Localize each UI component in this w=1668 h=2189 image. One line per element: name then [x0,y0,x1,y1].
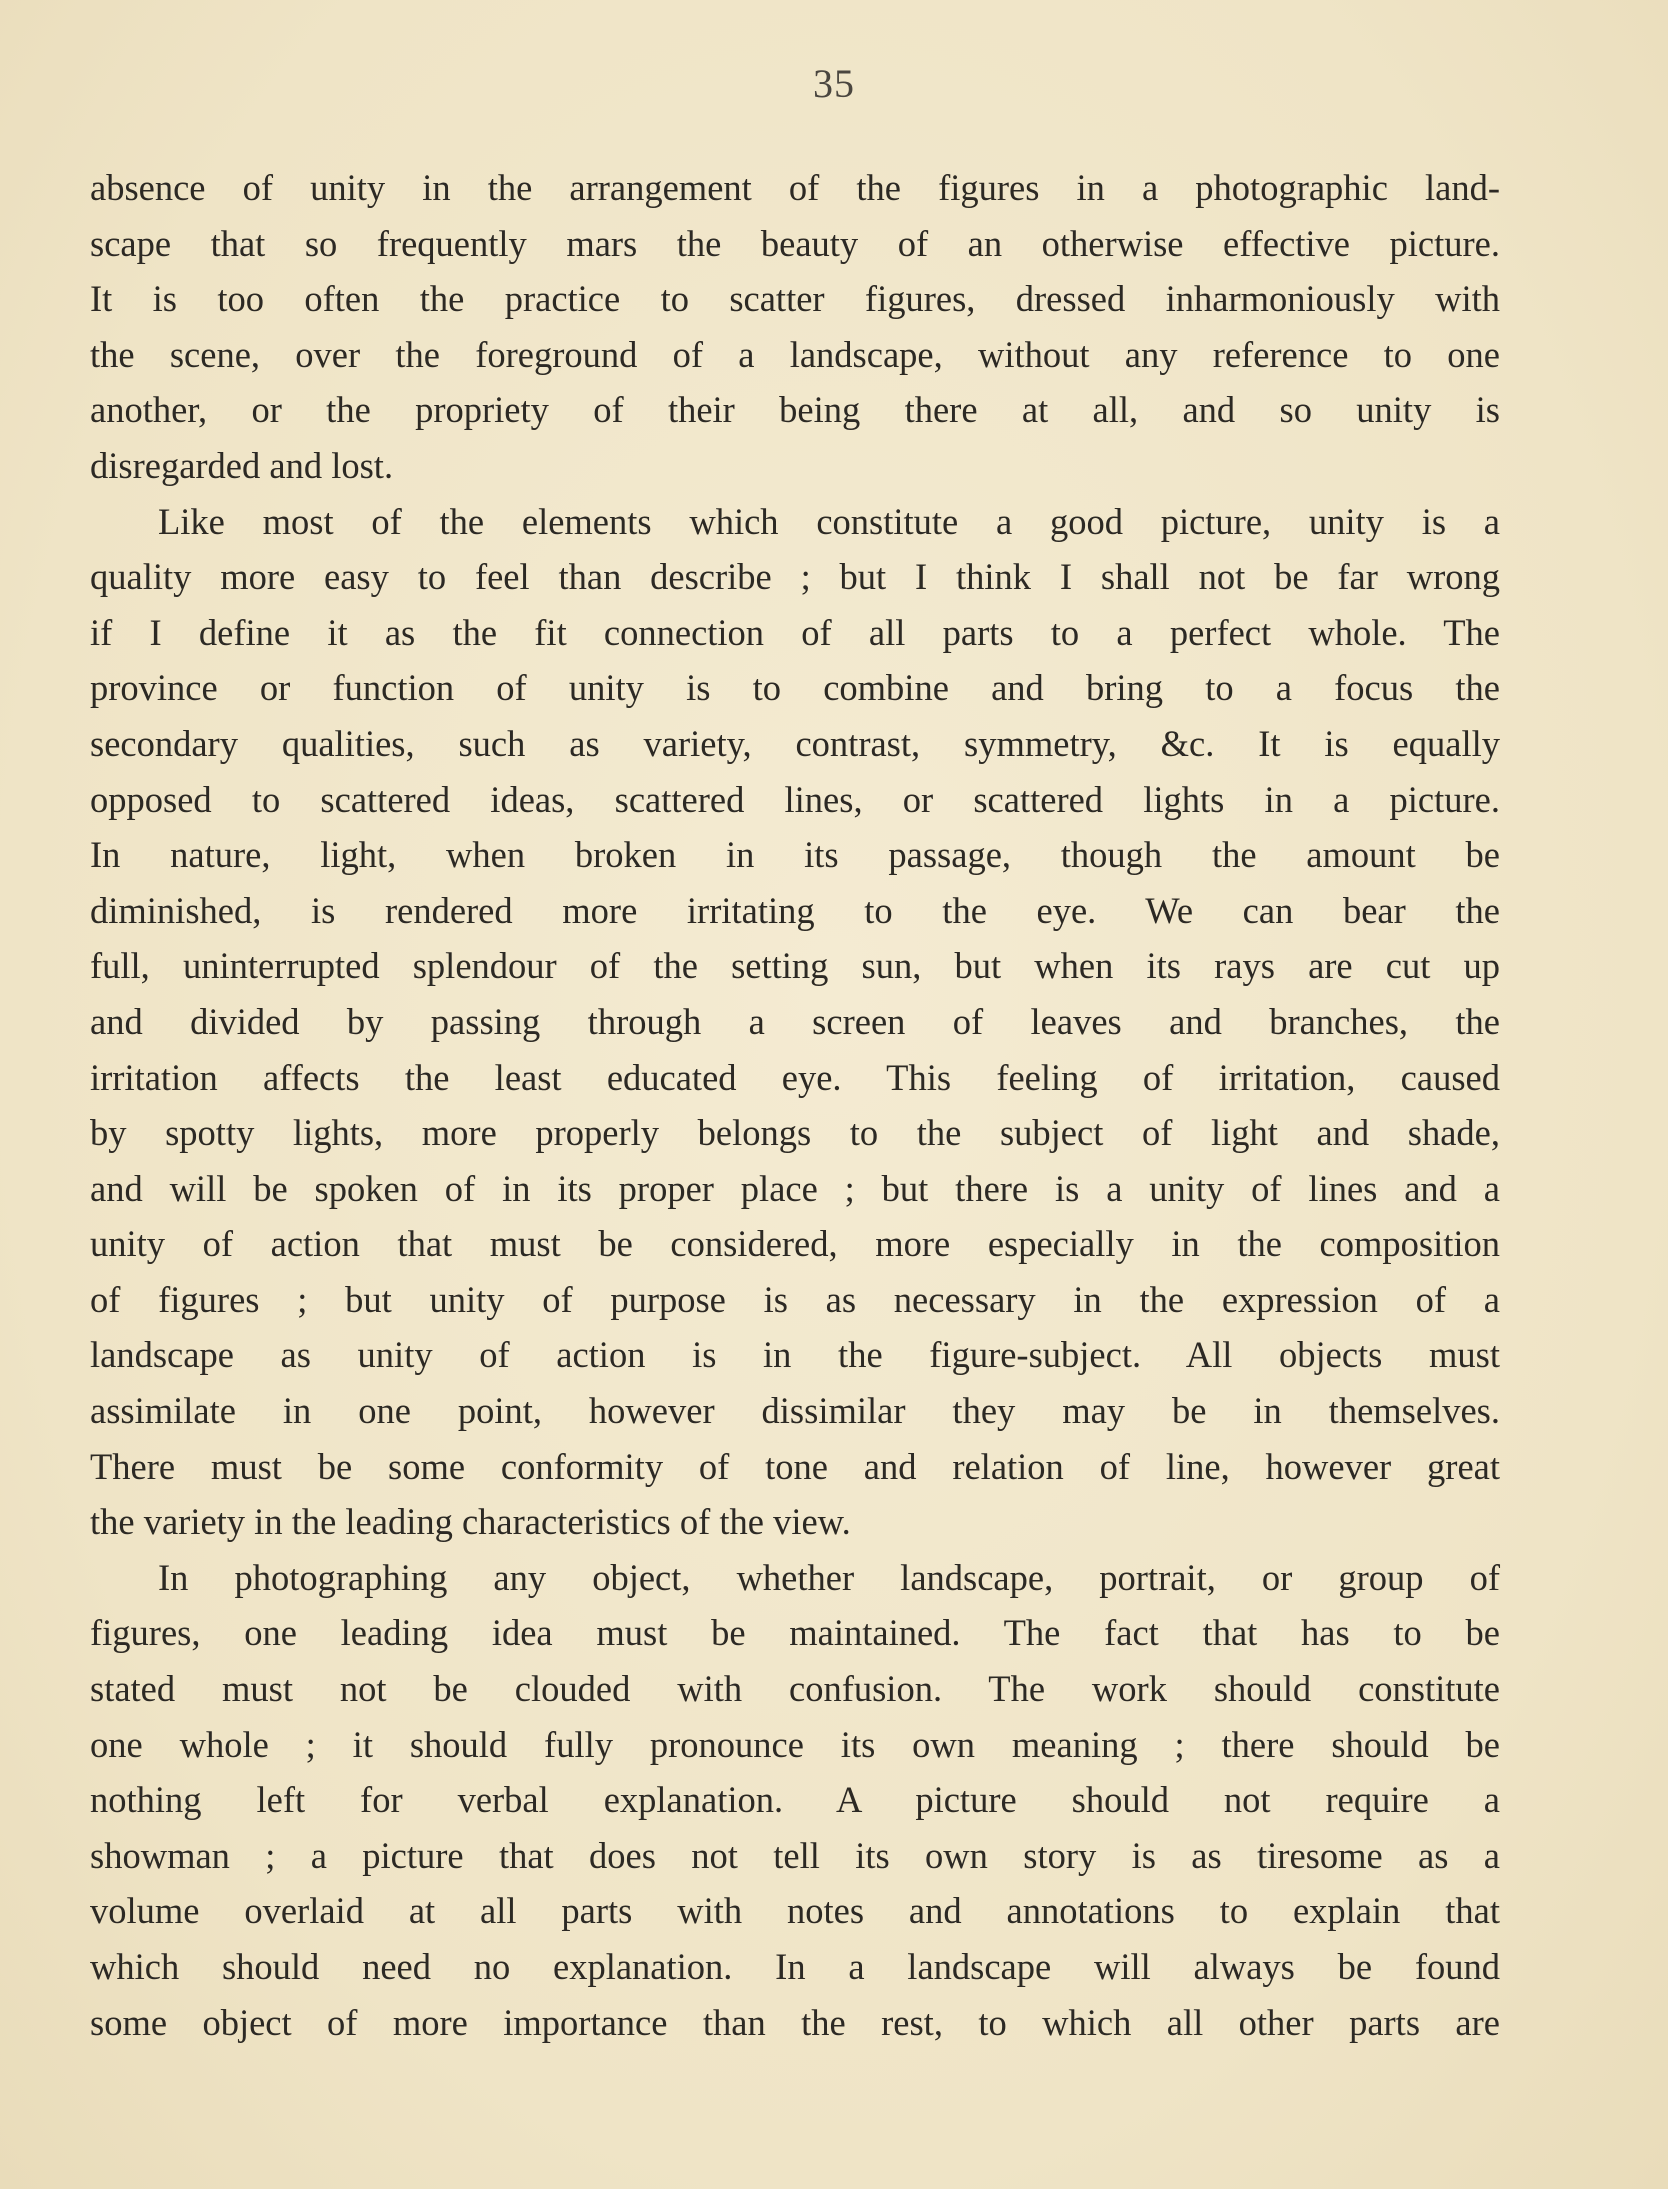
text-line: province or function of unity is to combine and bring to a focus the [90,667,1500,709]
text-line: disregarded and lost. [90,444,394,486]
text-line: assimilate in one point, however dissimilar they may be in themselves. [90,1390,1500,1432]
text-line: absence of unity in the arrangement of the figures in a photographic land- [90,167,1500,208]
text-line: one whole ; it should fully pronounce its own meaning ; there should be [90,1723,1500,1765]
paragraph-start-line: In photographing any object, whether landscape, portrait, or group of [158,1556,1500,1598]
text-line: by spotty lights, more properly belongs to the subject of light and shade, [90,1112,1500,1154]
text-line: In nature, light, when broken in its passage, though the amount be [90,834,1500,876]
text-line: quality more easy to feel than describe ; but I think I shall not be far wrong [90,556,1500,598]
text-line: landscape as unity of action is in the figure-subject. All objects must [90,1334,1500,1376]
text-line: showman ; a picture that does not tell its own story is as tiresome as a [90,1834,1500,1876]
text-line: figures, one leading idea must be maintained. The fact that has to be [90,1612,1500,1654]
text-line: scape that so frequently mars the beauty of an otherwise effective picture. [90,222,1500,264]
text-line: and divided by passing through a screen of leaves and branches, the [90,1000,1500,1042]
text-line: unity of action that must be considered, more especially in the composition [90,1223,1500,1265]
text-line: full, uninterrupted splendour of the setting sun, but when its rays are cut up [90,945,1500,987]
text-line: which should need no explanation. In a landscape will always be found [90,1946,1500,1987]
text-line: and will be spoken of in its proper place ; but there is a unity of lines and a [90,1167,1500,1209]
body-text [90,160,1500,2050]
text-line: diminished, is rendered more irritating to the eye. We can bear the [90,889,1500,931]
text-line: nothing left for verbal explanation. A picture should not require a [90,1779,1500,1821]
paragraph-start-line: Like most of the elements which constitute a good picture, unity is a [158,500,1500,542]
text-line: secondary qualities, such as variety, contrast, symmetry, &c. It is equally [90,722,1500,764]
text-line: stated must not be clouded with confusion. The work should constitute [90,1668,1500,1710]
page-number: 35 [813,61,855,106]
text-line: irritation affects the least educated eye. This feeling of irritation, caused [90,1056,1500,1098]
text-line: opposed to scattered ideas, scattered lines, or scattered lights in a picture. [90,778,1500,820]
text-line: of figures ; but unity of purpose is as necessary in the expression of a [90,1278,1500,1320]
text-line: It is too often the practice to scatter figures, dressed inharmoniously with [90,278,1500,320]
text-line: some object of more importance than the rest, to which all other parts are [90,2001,1500,2043]
text-line: the variety in the leading characteristics of the view. [90,1501,851,1543]
text-line: another, or the propriety of their being there at all, and so unity is [90,389,1500,431]
text-line: if I define it as the fit connection of all parts to a perfect whole. The [90,611,1500,653]
text-line: the scene, over the foreground of a landscape, without any reference to one [90,333,1500,375]
text-line: There must be some conformity of tone and relation of line, however great [90,1445,1500,1487]
text-line: volume overlaid at all parts with notes and annotations to explain that [90,1890,1500,1932]
